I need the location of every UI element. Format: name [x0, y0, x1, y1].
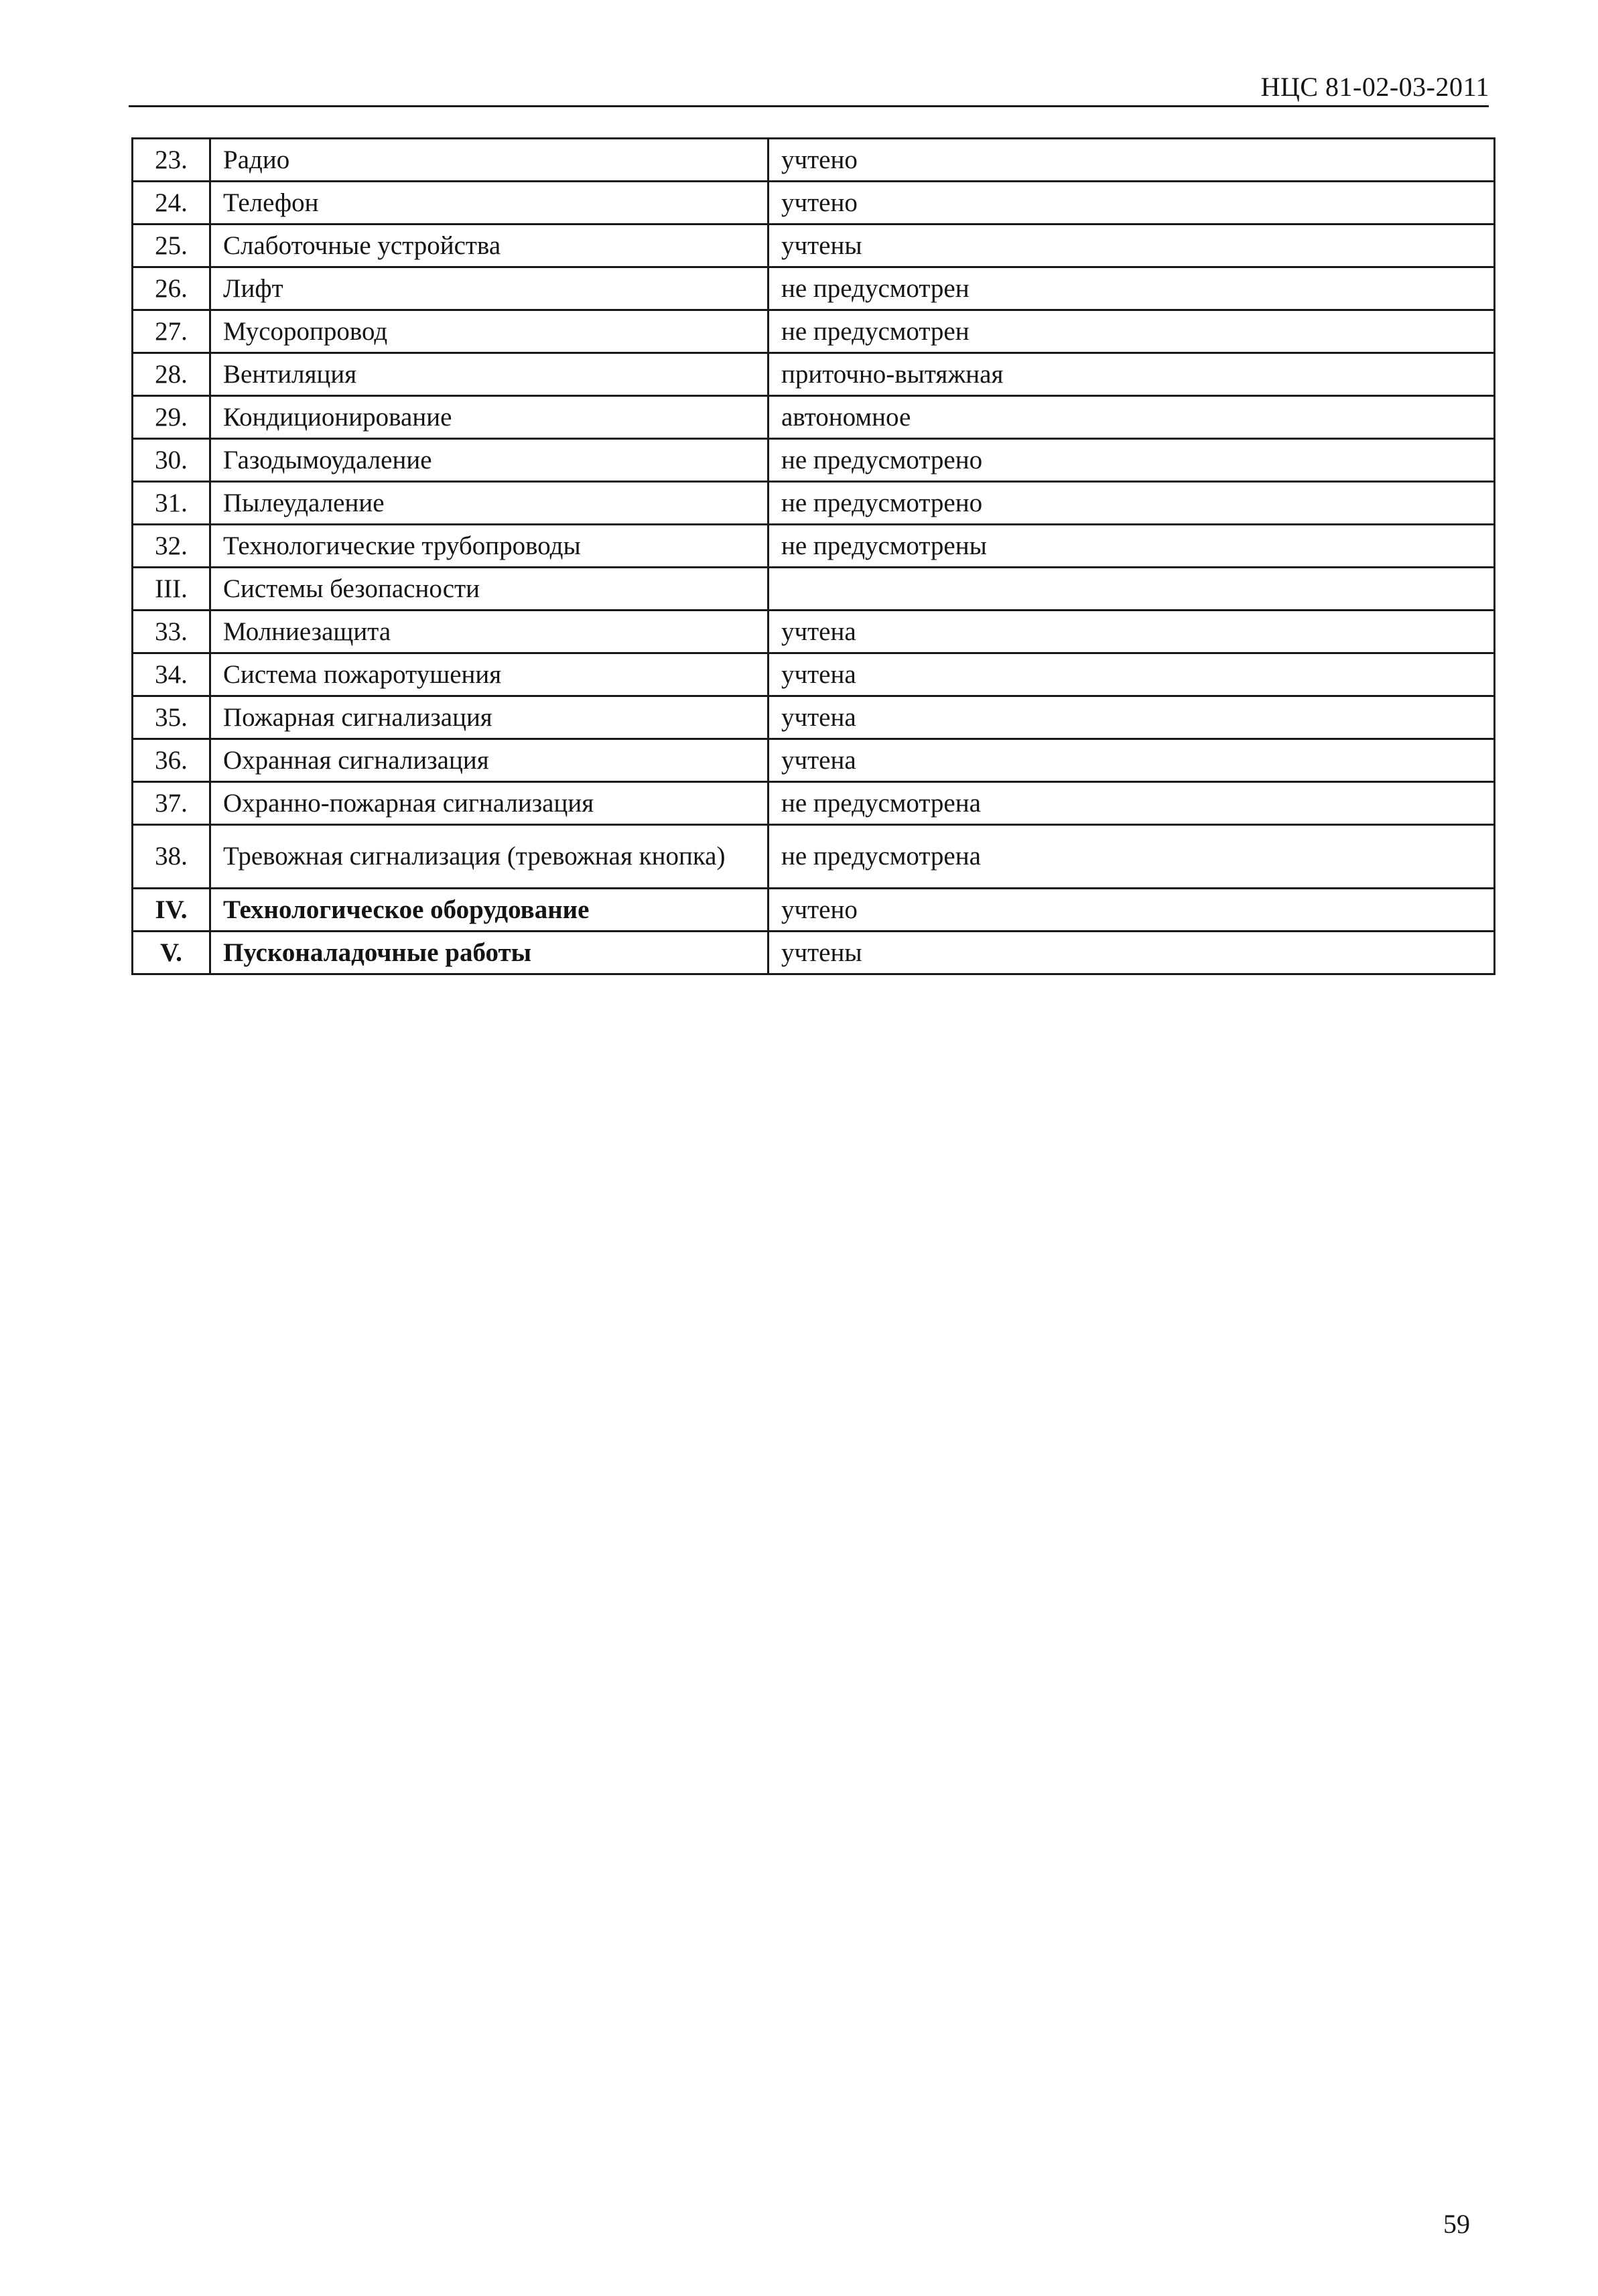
section-name: Технологическое оборудование — [210, 889, 769, 932]
row-name: Тревожная сигнализация (тревожная кнопка) — [210, 825, 769, 889]
section-number: III. — [133, 568, 210, 611]
table-section-row — [133, 568, 1495, 611]
header-divider — [129, 105, 1489, 107]
row-value: приточно-вытяжная — [769, 353, 1495, 396]
document-code: НЦС 81-02-03-2011 — [1260, 72, 1489, 102]
table-row — [133, 310, 1495, 353]
row-value: учтены — [769, 225, 1495, 267]
row-number: 23. — [133, 139, 210, 182]
row-name: Слаботочные устройства — [210, 225, 769, 267]
section-name: Пусконаладочные работы — [210, 932, 769, 974]
row-number: 34. — [133, 653, 210, 696]
row-number: 32. — [133, 525, 210, 568]
row-value: не предусмотрено — [769, 439, 1495, 482]
row-name: Телефон — [210, 182, 769, 225]
row-number: 38. — [133, 825, 210, 889]
row-name: Кондиционирование — [210, 396, 769, 439]
row-name: Пожарная сигнализация — [210, 696, 769, 739]
table-row — [133, 225, 1495, 267]
section-value — [769, 568, 1495, 611]
page-number: 59 — [1443, 2209, 1470, 2239]
specification-table — [131, 137, 1495, 975]
row-number: 36. — [133, 739, 210, 782]
row-value: не предусмотрены — [769, 525, 1495, 568]
row-number: 27. — [133, 310, 210, 353]
row-value: автономное — [769, 396, 1495, 439]
table-row — [133, 696, 1495, 739]
table-section-row — [133, 889, 1495, 932]
section-value: учтено — [769, 889, 1495, 932]
table-section-row — [133, 932, 1495, 974]
table-row — [133, 396, 1495, 439]
row-value: учтена — [769, 611, 1495, 653]
row-number: 26. — [133, 267, 210, 310]
row-name: Система пожаротушения — [210, 653, 769, 696]
row-value: учтено — [769, 139, 1495, 182]
row-value: не предусмотрен — [769, 267, 1495, 310]
table-row — [133, 825, 1495, 889]
row-name: Молниезащита — [210, 611, 769, 653]
table-row — [133, 267, 1495, 310]
table-row — [133, 782, 1495, 825]
row-number: 31. — [133, 482, 210, 525]
table-row — [133, 353, 1495, 396]
row-value: учтена — [769, 696, 1495, 739]
table-row — [133, 611, 1495, 653]
row-name: Вентиляция — [210, 353, 769, 396]
table-row — [133, 139, 1495, 182]
row-name: Газодымоудаление — [210, 439, 769, 482]
row-number: 30. — [133, 439, 210, 482]
section-name: Системы безопасности — [210, 568, 769, 611]
row-name: Мусоропровод — [210, 310, 769, 353]
table-row — [133, 482, 1495, 525]
row-name: Пылеудаление — [210, 482, 769, 525]
row-value: не предусмотрена — [769, 782, 1495, 825]
row-number: 33. — [133, 611, 210, 653]
row-number: 29. — [133, 396, 210, 439]
row-number: 24. — [133, 182, 210, 225]
row-number: 35. — [133, 696, 210, 739]
table-row — [133, 739, 1495, 782]
row-value: не предусмотрено — [769, 482, 1495, 525]
row-name: Охранно-пожарная сигнализация — [210, 782, 769, 825]
row-value: учтена — [769, 739, 1495, 782]
row-value: не предусмотрена — [769, 825, 1495, 889]
row-name: Технологические трубопроводы — [210, 525, 769, 568]
row-name: Охранная сигнализация — [210, 739, 769, 782]
table-row — [133, 653, 1495, 696]
row-number: 25. — [133, 225, 210, 267]
row-value: учтено — [769, 182, 1495, 225]
row-name: Радио — [210, 139, 769, 182]
row-value: не предусмотрен — [769, 310, 1495, 353]
row-number: 37. — [133, 782, 210, 825]
row-name: Лифт — [210, 267, 769, 310]
table-row — [133, 182, 1495, 225]
section-number: IV. — [133, 889, 210, 932]
section-value: учтены — [769, 932, 1495, 974]
section-number: V. — [133, 932, 210, 974]
table-row — [133, 439, 1495, 482]
row-value: учтена — [769, 653, 1495, 696]
table-row — [133, 525, 1495, 568]
row-number: 28. — [133, 353, 210, 396]
